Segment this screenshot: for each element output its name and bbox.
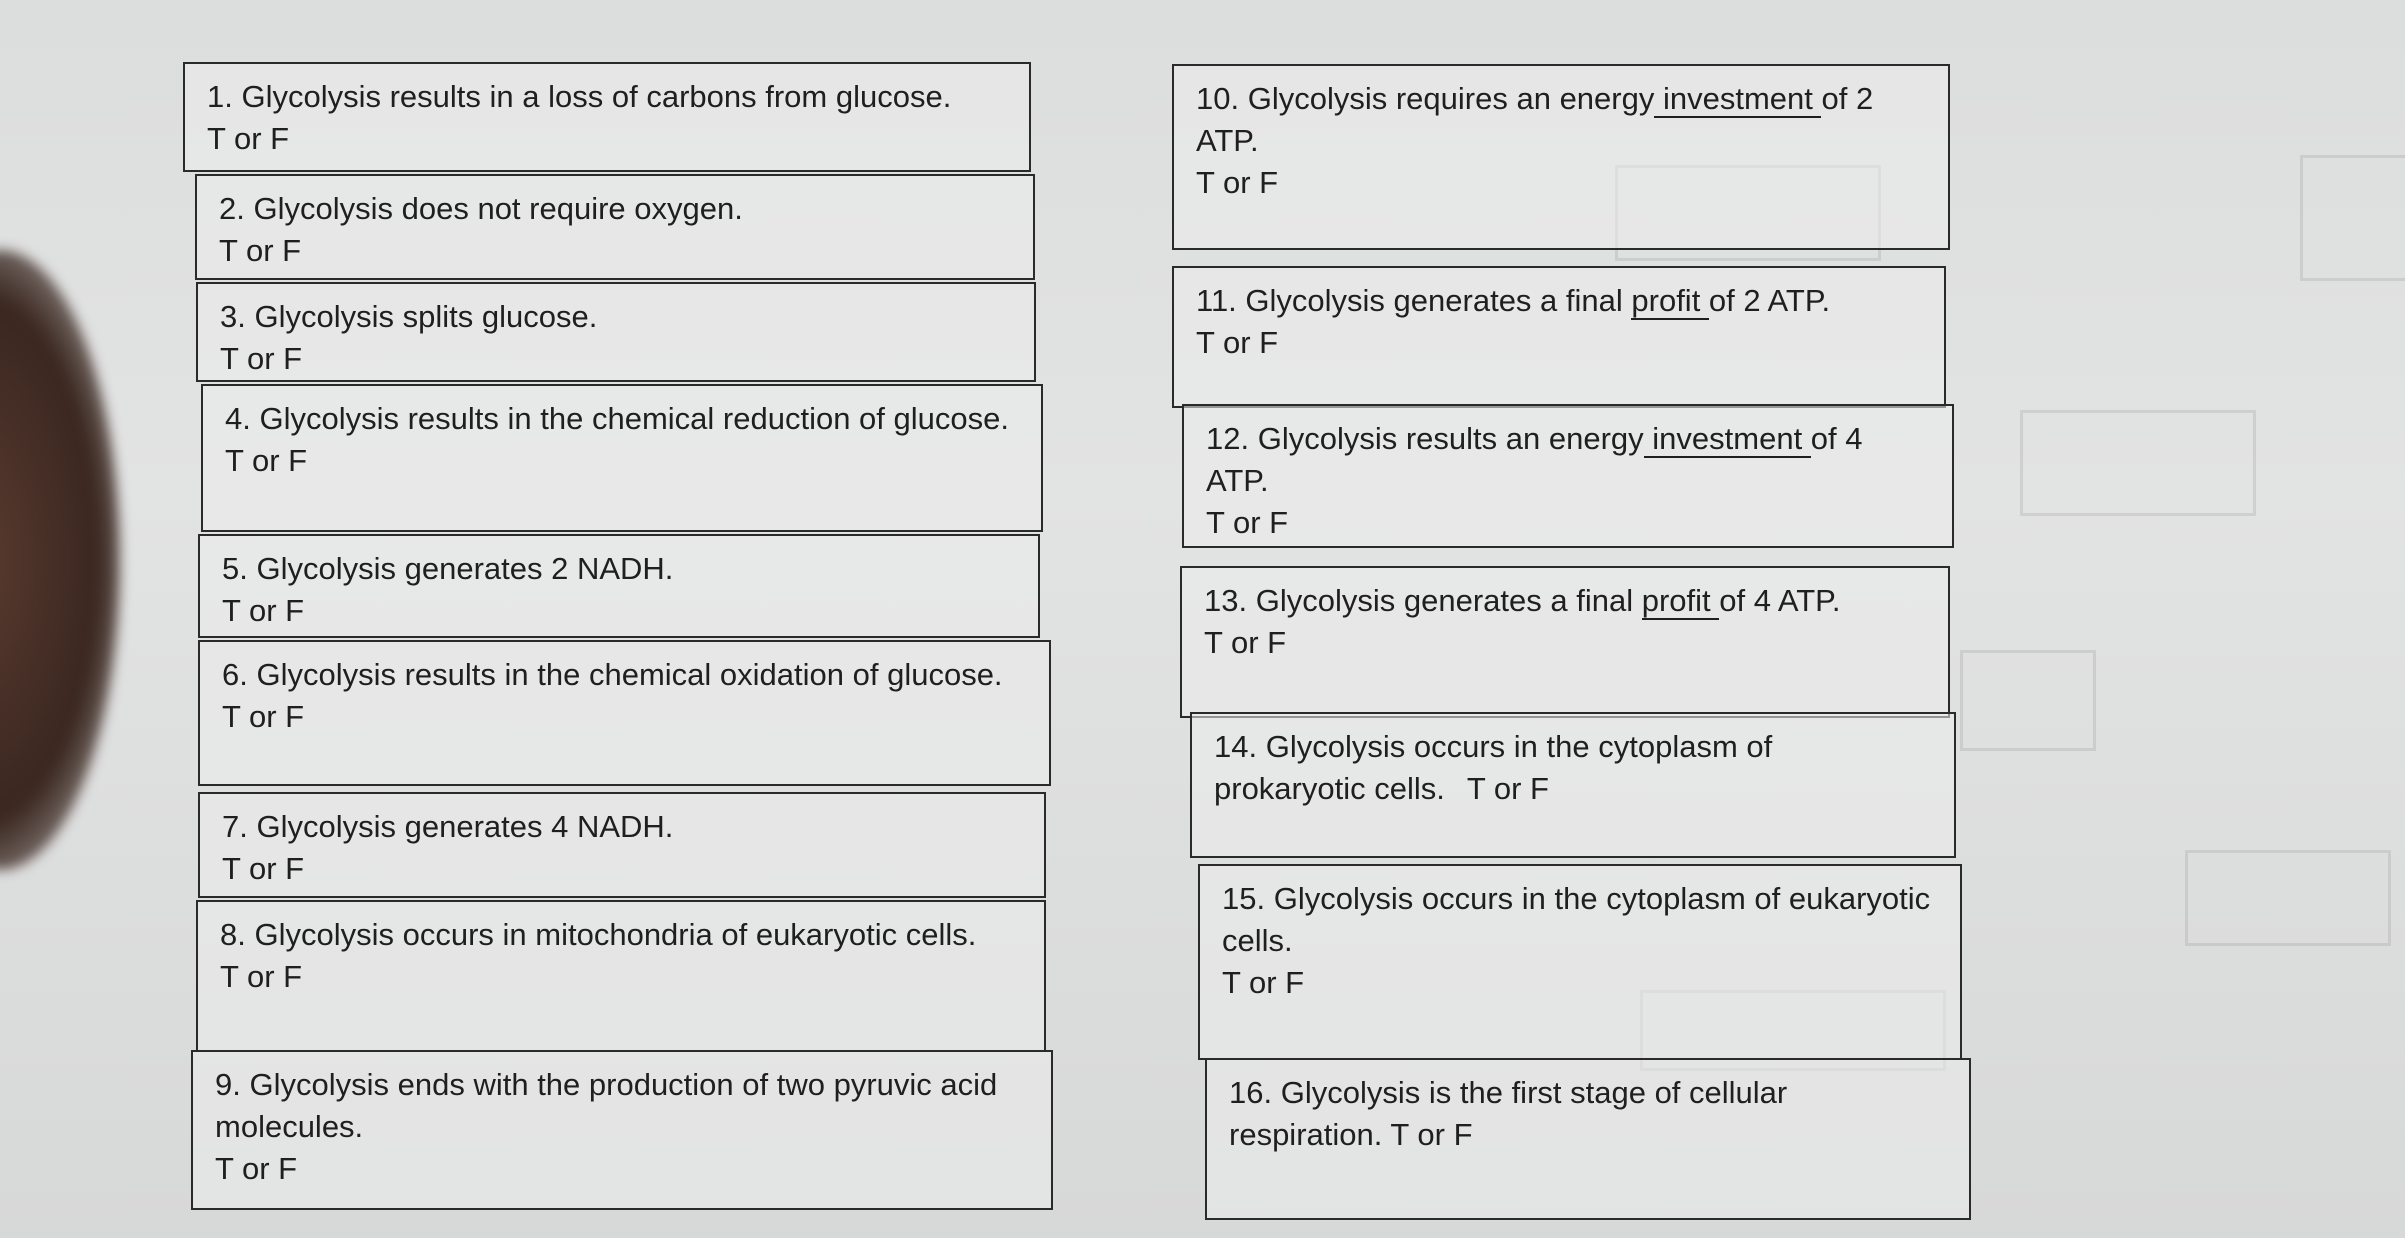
question-card-1 <box>183 62 1031 172</box>
question-number: 11. <box>1196 283 1237 318</box>
question-number: 15. <box>1222 881 1266 916</box>
question-text: Glycolysis generates a final <box>1245 283 1632 318</box>
question-text: Glycolysis splits glucose. <box>254 299 598 334</box>
show-through-box <box>2300 155 2405 281</box>
true-false-prompt: T or F <box>222 851 305 886</box>
true-false-prompt: T or F <box>220 959 303 994</box>
question-card-16 <box>1205 1058 1971 1220</box>
question-text: Glycolysis results in the chemical reduction of glucose. <box>259 401 1009 436</box>
true-false-prompt: T or F <box>1390 1117 1473 1152</box>
question-number: 14. <box>1214 729 1258 764</box>
true-false-prompt: T or F <box>1204 625 1287 660</box>
question-text: Glycolysis results in a loss of carbons from glucose. <box>241 79 952 114</box>
question-text: Glycolysis results in the chemical oxidation of glucose. <box>256 657 1003 692</box>
question-card-6 <box>198 640 1051 786</box>
question-card-12 <box>1182 404 1954 548</box>
true-false-prompt: T or F <box>1196 325 1279 360</box>
question-number: 16. <box>1229 1075 1273 1110</box>
question-number: 4. <box>225 401 251 436</box>
true-false-prompt: T or F <box>1196 165 1279 200</box>
question-card-7 <box>198 792 1046 898</box>
question-card-5 <box>198 534 1040 638</box>
question-number: 1. <box>207 79 233 114</box>
question-text-end: of 4 ATP. <box>1206 421 1863 498</box>
question-text: Glycolysis generates 4 NADH. <box>256 809 674 844</box>
true-false-prompt: T or F <box>207 121 290 156</box>
question-text: Glycolysis results an energy <box>1257 421 1644 456</box>
true-false-prompt: T or F <box>220 341 303 376</box>
question-card-2 <box>195 174 1035 280</box>
true-false-prompt: T or F <box>1222 965 1305 1000</box>
true-false-prompt: T or F <box>1206 505 1289 540</box>
question-card-11 <box>1172 266 1946 408</box>
show-through-box <box>2185 850 2391 946</box>
question-text: Glycolysis occurs in mitochondria of eukaryotic cells. <box>254 917 977 952</box>
show-through-box <box>1960 650 2096 751</box>
true-false-prompt: T or F <box>222 699 305 734</box>
question-text-end: of 2 ATP. <box>1708 283 1831 318</box>
question-number: 13. <box>1204 583 1248 618</box>
question-text: Glycolysis generates a final <box>1255 583 1642 618</box>
question-text-end: of 4 ATP. <box>1719 583 1841 618</box>
question-card-8 <box>196 900 1046 1052</box>
question-text-end: of 2 ATP. <box>1196 81 1874 158</box>
question-number: 2. <box>219 191 245 226</box>
true-false-prompt: T or F <box>215 1151 298 1186</box>
question-card-13 <box>1180 566 1950 718</box>
question-card-14 <box>1190 712 1956 858</box>
question-text: Glycolysis is the first stage of cellular respiration. <box>1229 1075 1788 1152</box>
true-false-prompt: T or F <box>219 233 302 268</box>
question-number: 3. <box>220 299 246 334</box>
underlined-blank: investment <box>1654 81 1822 116</box>
question-card-4 <box>201 384 1043 532</box>
underlined-blank: investment <box>1643 421 1811 456</box>
question-number: 10. <box>1196 81 1240 116</box>
underlined-blank: profit <box>1631 283 1709 318</box>
question-number: 8. <box>220 917 246 952</box>
question-card-10 <box>1172 64 1950 250</box>
question-card-3 <box>196 282 1036 382</box>
question-number: 12. <box>1206 421 1250 456</box>
underlined-blank: profit <box>1641 583 1720 618</box>
true-false-prompt: T or F <box>222 593 305 628</box>
question-text: Glycolysis generates 2 NADH. <box>256 551 674 586</box>
question-number: 9. <box>215 1067 241 1102</box>
question-text: Glycolysis ends with the production of two pyruvic acid molecules. <box>215 1067 998 1144</box>
question-text: Glycolysis occurs in the cytoplasm of prokaryotic cells. <box>1214 729 1773 806</box>
question-number: 6. <box>222 657 248 692</box>
true-false-prompt: T or F <box>1466 771 1549 806</box>
question-text: Glycolysis occurs in the cytoplasm of eukaryotic cells. <box>1222 881 1931 958</box>
question-card-15 <box>1198 864 1962 1060</box>
show-through-box <box>2020 410 2256 516</box>
question-text: Glycolysis does not require oxygen. <box>253 191 743 226</box>
question-text: Glycolysis requires an energy <box>1247 81 1655 116</box>
question-card-9 <box>191 1050 1053 1210</box>
true-false-prompt: T or F <box>225 443 308 478</box>
question-number: 7. <box>222 809 248 844</box>
question-number: 5. <box>222 551 248 586</box>
